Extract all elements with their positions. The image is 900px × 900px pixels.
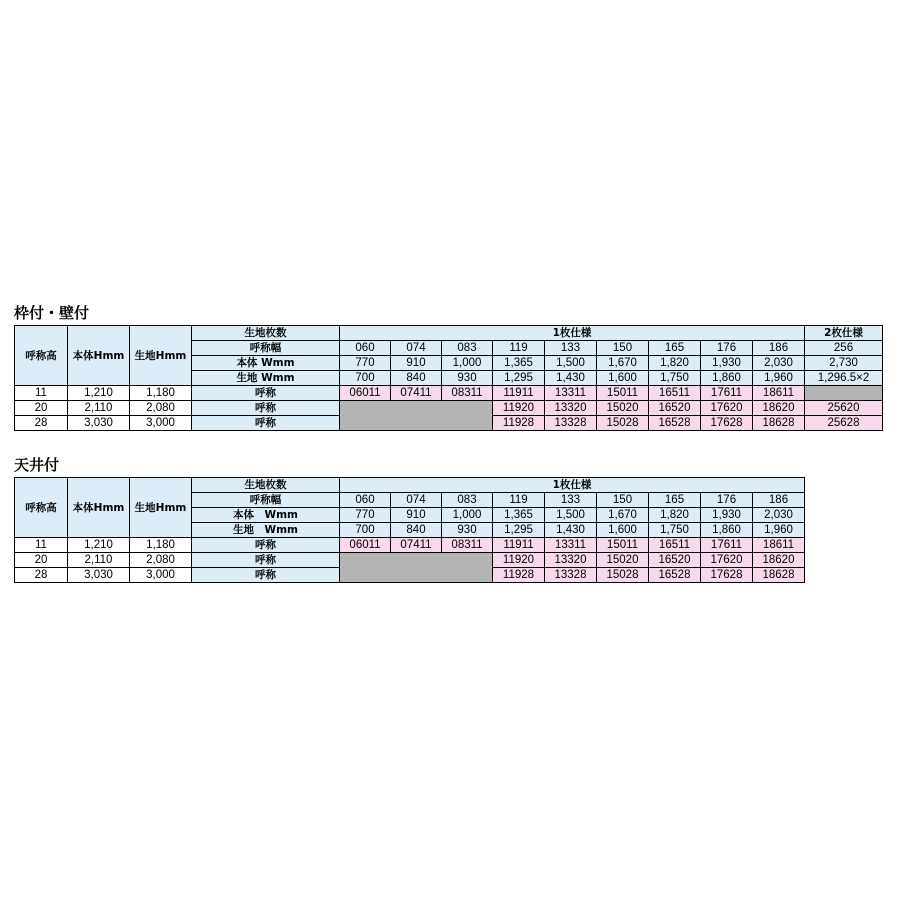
code-cell: 17620 xyxy=(701,553,753,568)
code-cell: 17611 xyxy=(701,538,753,553)
code-cell: 18611 xyxy=(753,538,805,553)
header-row-count xyxy=(15,326,883,341)
section-title: 枠付・壁付 xyxy=(14,304,90,322)
code-cell: 13320 xyxy=(545,401,597,416)
kiji-h-cell: 3,000 xyxy=(130,416,192,431)
code-cell: 18628 xyxy=(753,416,805,431)
code-cell: 08311 xyxy=(442,538,493,553)
code-cell: 11911 xyxy=(493,538,545,553)
width-cell: 165 xyxy=(649,341,701,356)
code-cell: 25620 xyxy=(805,401,883,416)
table-row xyxy=(15,386,883,401)
row-label-kiji-w: 生地 Wmm xyxy=(192,371,340,386)
unavailable-cell xyxy=(805,386,883,401)
kiji-w-cell: 840 xyxy=(391,523,442,538)
kiji-w-cell: 700 xyxy=(340,371,391,386)
hontai-w-cell: 770 xyxy=(340,356,391,371)
code-cell: 17628 xyxy=(701,568,753,583)
width-cell: 150 xyxy=(597,341,649,356)
kiji-h-cell: 1,180 xyxy=(130,386,192,401)
table-row xyxy=(15,401,883,416)
row-label-yobi: 呼称 xyxy=(192,401,340,416)
hontai-w-cell: 1,930 xyxy=(701,356,753,371)
table-row xyxy=(15,538,805,553)
kiji-w-cell: 700 xyxy=(340,523,391,538)
width-cell: 186 xyxy=(753,341,805,356)
code-cell: 16520 xyxy=(649,401,701,416)
row-label-kiji-maisu: 生地枚数 xyxy=(192,478,340,493)
row-label-kiji-w: 生地 Wmm xyxy=(192,523,340,538)
unavailable-block xyxy=(340,401,493,431)
row-label-yobi: 呼称 xyxy=(192,568,340,583)
code-cell: 15028 xyxy=(597,568,649,583)
code-cell: 16520 xyxy=(649,553,701,568)
header-spec-2: 2枚仕様 xyxy=(805,326,883,341)
section-title: 天井付 xyxy=(14,456,60,474)
hontai-w-cell: 1,365 xyxy=(493,356,545,371)
spec-table xyxy=(14,477,805,583)
header-row-count xyxy=(15,478,805,493)
spec-table xyxy=(14,325,883,431)
header-spec-1: 1枚仕様 xyxy=(340,478,805,493)
code-cell: 16511 xyxy=(649,386,701,401)
code-cell: 18620 xyxy=(753,401,805,416)
height-cell: 28 xyxy=(15,416,68,431)
height-cell: 28 xyxy=(15,568,68,583)
code-cell: 13311 xyxy=(545,386,597,401)
header-kiji-h: 生地Hmm xyxy=(130,326,192,386)
hontai-w-cell: 1,000 xyxy=(442,508,493,523)
kiji-w-cell: 1,960 xyxy=(753,371,805,386)
hontai-h-cell: 2,110 xyxy=(68,553,130,568)
width-cell: 074 xyxy=(391,341,442,356)
code-cell: 13328 xyxy=(545,416,597,431)
width-cell: 256 xyxy=(805,341,883,356)
hontai-w-cell: 1,670 xyxy=(597,508,649,523)
width-cell: 133 xyxy=(545,493,597,508)
code-cell: 07411 xyxy=(391,386,442,401)
height-cell: 20 xyxy=(15,553,68,568)
hontai-w-cell: 2,730 xyxy=(805,356,883,371)
width-cell: 186 xyxy=(753,493,805,508)
kiji-w-cell: 1,860 xyxy=(701,371,753,386)
kiji-w-cell: 1,860 xyxy=(701,523,753,538)
kiji-w-cell: 1,295 xyxy=(493,523,545,538)
code-cell: 15011 xyxy=(597,386,649,401)
kiji-w-cell: 1,430 xyxy=(545,523,597,538)
kiji-w-cell: 1,600 xyxy=(597,523,649,538)
kiji-h-cell: 2,080 xyxy=(130,401,192,416)
hontai-h-cell: 3,030 xyxy=(68,416,130,431)
width-cell: 133 xyxy=(545,341,597,356)
hontai-h-cell: 1,210 xyxy=(68,538,130,553)
row-label-yobi-haba: 呼称幅 xyxy=(192,341,340,356)
hontai-w-cell: 770 xyxy=(340,508,391,523)
code-cell: 16511 xyxy=(649,538,701,553)
width-cell: 150 xyxy=(597,493,649,508)
hontai-h-cell: 2,110 xyxy=(68,401,130,416)
code-cell: 11920 xyxy=(493,401,545,416)
hontai-w-cell: 1,500 xyxy=(545,508,597,523)
height-cell: 11 xyxy=(15,538,68,553)
width-cell: 165 xyxy=(649,493,701,508)
kiji-w-cell: 930 xyxy=(442,523,493,538)
section-ceiling xyxy=(14,455,805,583)
code-cell: 17620 xyxy=(701,401,753,416)
code-cell: 13320 xyxy=(545,553,597,568)
hontai-w-cell: 1,820 xyxy=(649,356,701,371)
hontai-w-cell: 1,365 xyxy=(493,508,545,523)
row-label-yobi-haba: 呼称幅 xyxy=(192,493,340,508)
hontai-w-cell: 1,820 xyxy=(649,508,701,523)
kiji-w-cell: 930 xyxy=(442,371,493,386)
code-cell: 15020 xyxy=(597,553,649,568)
code-cell: 15020 xyxy=(597,401,649,416)
hontai-w-cell: 910 xyxy=(391,508,442,523)
kiji-h-cell: 1,180 xyxy=(130,538,192,553)
width-cell: 119 xyxy=(493,493,545,508)
row-label-yobi: 呼称 xyxy=(192,416,340,431)
code-cell: 15011 xyxy=(597,538,649,553)
width-cell: 083 xyxy=(442,493,493,508)
width-cell: 060 xyxy=(340,493,391,508)
code-cell: 07411 xyxy=(391,538,442,553)
kiji-w-cell: 1,750 xyxy=(649,371,701,386)
hontai-w-cell: 1,500 xyxy=(545,356,597,371)
table-row xyxy=(15,553,805,568)
hontai-h-cell: 3,030 xyxy=(68,568,130,583)
kiji-w-cell: 840 xyxy=(391,371,442,386)
code-cell: 25628 xyxy=(805,416,883,431)
code-cell: 13328 xyxy=(545,568,597,583)
hontai-w-cell: 1,670 xyxy=(597,356,649,371)
row-label-hontai-w: 本体 Wmm xyxy=(192,508,340,523)
kiji-w-cell: 1,960 xyxy=(753,523,805,538)
code-cell: 18611 xyxy=(753,386,805,401)
kiji-w-cell: 1,600 xyxy=(597,371,649,386)
code-cell: 11928 xyxy=(493,568,545,583)
code-cell: 18620 xyxy=(753,553,805,568)
code-cell: 15028 xyxy=(597,416,649,431)
header-hontai-h: 本体Hmm xyxy=(68,326,130,386)
section-frame-wall xyxy=(14,303,883,431)
code-cell: 11911 xyxy=(493,386,545,401)
code-cell: 11928 xyxy=(493,416,545,431)
width-cell: 083 xyxy=(442,341,493,356)
code-cell: 06011 xyxy=(340,538,391,553)
unavailable-block xyxy=(340,553,493,583)
row-label-yobi: 呼称 xyxy=(192,386,340,401)
header-hontai-h: 本体Hmm xyxy=(68,478,130,538)
kiji-w-cell: 1,750 xyxy=(649,523,701,538)
width-cell: 074 xyxy=(391,493,442,508)
hontai-w-cell: 910 xyxy=(391,356,442,371)
header-yobi-taka: 呼称高 xyxy=(15,478,68,538)
width-cell: 176 xyxy=(701,493,753,508)
row-label-hontai-w: 本体 Wmm xyxy=(192,356,340,371)
code-cell: 18628 xyxy=(753,568,805,583)
hontai-w-cell: 1,000 xyxy=(442,356,493,371)
header-yobi-taka: 呼称高 xyxy=(15,326,68,386)
kiji-w-cell: 1,296.5×2 xyxy=(805,371,883,386)
hontai-h-cell: 1,210 xyxy=(68,386,130,401)
width-cell: 060 xyxy=(340,341,391,356)
kiji-w-cell: 1,295 xyxy=(493,371,545,386)
header-spec-1: 1枚仕様 xyxy=(340,326,805,341)
kiji-h-cell: 2,080 xyxy=(130,553,192,568)
height-cell: 20 xyxy=(15,401,68,416)
code-cell: 08311 xyxy=(442,386,493,401)
kiji-w-cell: 1,430 xyxy=(545,371,597,386)
code-cell: 17628 xyxy=(701,416,753,431)
row-label-yobi: 呼称 xyxy=(192,538,340,553)
row-label-yobi: 呼称 xyxy=(192,553,340,568)
kiji-h-cell: 3,000 xyxy=(130,568,192,583)
row-label-kiji-maisu: 生地枚数 xyxy=(192,326,340,341)
code-cell: 06011 xyxy=(340,386,391,401)
code-cell: 11920 xyxy=(493,553,545,568)
width-cell: 119 xyxy=(493,341,545,356)
code-cell: 13311 xyxy=(545,538,597,553)
width-cell: 176 xyxy=(701,341,753,356)
code-cell: 16528 xyxy=(649,568,701,583)
code-cell: 16528 xyxy=(649,416,701,431)
hontai-w-cell: 2,030 xyxy=(753,508,805,523)
code-cell: 17611 xyxy=(701,386,753,401)
hontai-w-cell: 2,030 xyxy=(753,356,805,371)
height-cell: 11 xyxy=(15,386,68,401)
hontai-w-cell: 1,930 xyxy=(701,508,753,523)
header-kiji-h: 生地Hmm xyxy=(130,478,192,538)
